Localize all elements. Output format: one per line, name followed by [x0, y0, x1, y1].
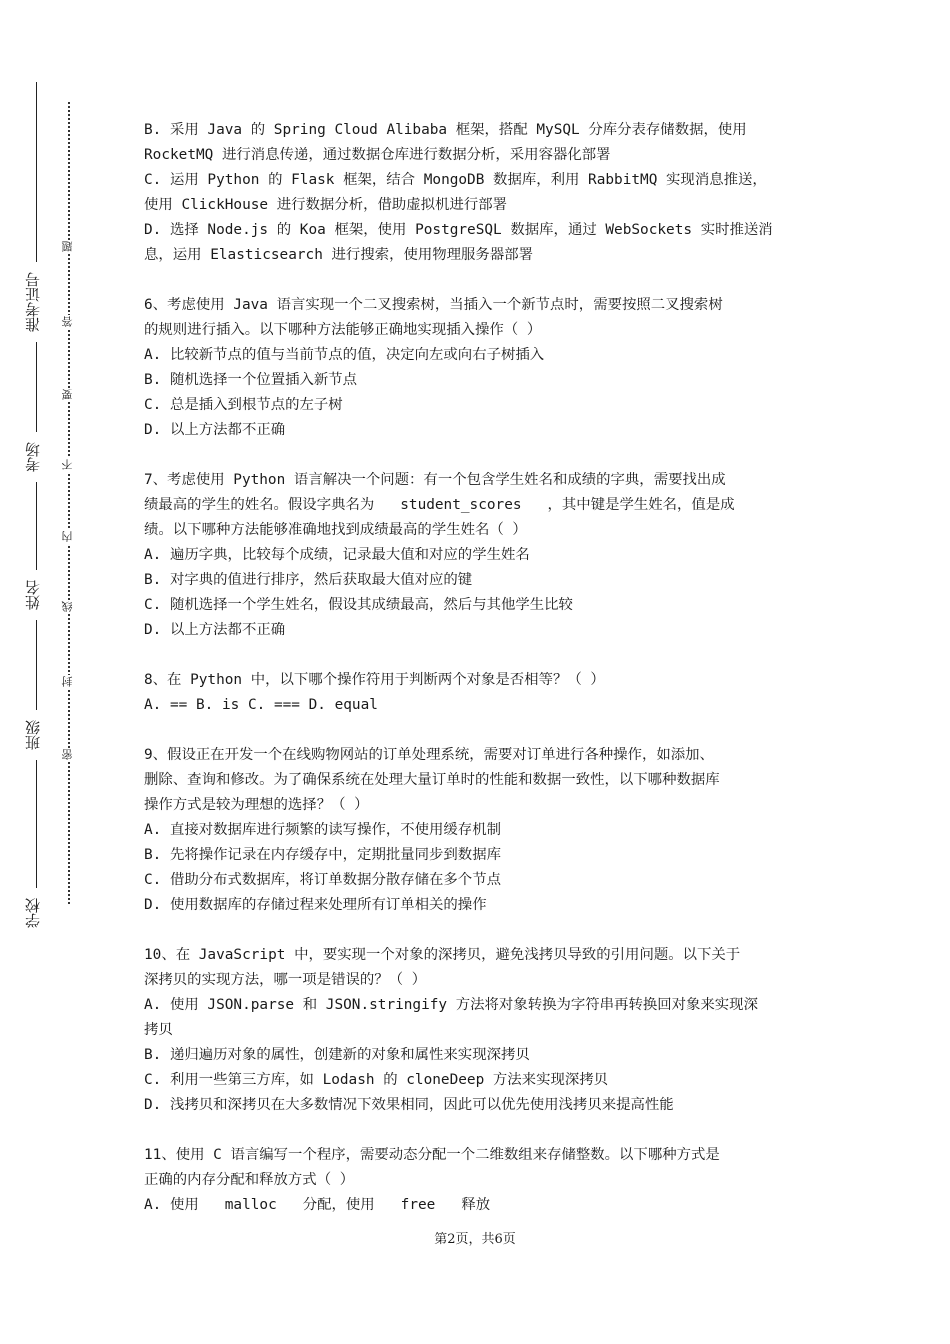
question-stem: 9、假设正在开发一个在线购物网站的订单处理系统，需要对订单进行各种操作，如添加、	[144, 747, 714, 763]
seal-char: 要	[61, 389, 74, 401]
seal-char: 题	[61, 241, 74, 253]
spacer	[144, 643, 814, 668]
spacer	[144, 1118, 814, 1143]
field-label-school: 学校	[24, 898, 42, 928]
option-b: B. 递归遍历对象的属性，创建新的对象和属性来实现深拷贝	[144, 1047, 530, 1063]
spacer	[144, 918, 814, 943]
page-number: 第2页，共6页	[434, 1232, 516, 1247]
seal-char: 答	[61, 316, 74, 328]
question-stem: 绩。以下哪种方法能够准确地找到成绩最高的学生姓名（ ）	[144, 522, 527, 538]
question-10	[144, 943, 814, 1118]
field-label-exam-number: 准考证号	[24, 272, 42, 332]
exam-content	[144, 118, 814, 1218]
option-d: D. 使用数据库的存储过程来处理所有订单相关的操作	[144, 897, 487, 913]
question-6	[144, 293, 814, 443]
seal-char: 不	[61, 459, 74, 471]
seal-char: 密	[61, 749, 74, 761]
field-line-school	[36, 760, 37, 888]
question-stem: 10、在 JavaScript 中，要实现一个对象的深拷贝，避免浅拷贝导致的引用问题。以下关于	[144, 947, 741, 963]
field-line-exam-room	[36, 342, 37, 432]
question-stem: 8、在 Python 中，以下哪个操作符用于判断两个对象是否相等？（ ）	[144, 672, 605, 688]
field-label-exam-room: 考场	[24, 442, 42, 472]
question-line: RocketMQ 进行消息传递，通过数据仓库进行数据分析，采用容器化部署	[144, 147, 611, 163]
question-8	[144, 668, 814, 718]
option-a: A. 使用 malloc 分配，使用 free 释放	[144, 1197, 491, 1213]
option-d: D. 浅拷贝和深拷贝在大多数情况下效果相同，因此可以优先使用浅拷贝来提高性能	[144, 1097, 674, 1113]
question-line: 使用 ClickHouse 进行数据分析，借助虚拟机进行部署	[144, 197, 507, 213]
option-c: C. 利用一些第三方库，如 Lodash 的 cloneDeep 方法来实现深拷贝	[144, 1072, 609, 1088]
field-line-class	[36, 620, 37, 710]
option-a-continued: 拷贝	[144, 1022, 173, 1038]
option-c: C. 随机选择一个学生姓名，假设其成绩最高，然后与其他学生比较	[144, 597, 573, 613]
option-d: D. 以上方法都不正确	[144, 422, 286, 438]
seal-dotted-line	[68, 102, 70, 904]
question-11	[144, 1143, 814, 1218]
spacer	[144, 718, 814, 743]
question-stem: 的规则进行插入。以下哪种方法能够正确地实现插入操作（ ）	[144, 322, 542, 338]
question-stem: 正确的内存分配和释放方式（ ）	[144, 1172, 355, 1188]
question-stem: 操作方式是较为理想的选择？（ ）	[144, 797, 369, 813]
question-options: A. == B. is C. === D. equal	[144, 697, 378, 713]
option-a: A. 直接对数据库进行频繁的读写操作，不使用缓存机制	[144, 822, 501, 838]
seal-char: 线	[61, 601, 74, 613]
option-a: A. 遍历字典，比较每个成绩，记录最大值和对应的学生姓名	[144, 547, 530, 563]
field-line-exam-number	[36, 82, 37, 262]
option-d: D. 以上方法都不正确	[144, 622, 286, 638]
question-line: D. 选择 Node.js 的 Koa 框架，使用 PostgreSQL 数据库，通过 WebSockets 实时推送消	[144, 222, 773, 238]
field-label-class: 班级	[24, 720, 42, 750]
spacer	[144, 443, 814, 468]
question-stem: 11、使用 C 语言编写一个程序，需要动态分配一个二维数组来存储整数。以下哪种方式是	[144, 1147, 720, 1163]
spacer	[144, 268, 814, 293]
option-b: B. 先将操作记录在内存缓存中，定期批量同步到数据库	[144, 847, 501, 863]
question-stem: 7、考虑使用 Python 语言解决一个问题：有一个包含学生姓名和成绩的字典，需要找出成	[144, 472, 726, 488]
option-c: C. 总是插入到根节点的左子树	[144, 397, 343, 413]
option-a: A. 比较新节点的值与当前节点的值，决定向左或向右子树插入	[144, 347, 545, 363]
seal-char: 内	[61, 531, 74, 543]
question-stem: 6、考虑使用 Java 语言实现一个二叉搜索树，当插入一个新节点时，需要按照二叉搜索树	[144, 297, 723, 313]
field-line-name	[36, 482, 37, 570]
seal-char: 封	[61, 676, 74, 688]
question-5-options	[144, 118, 814, 268]
question-line: C. 运用 Python 的 Flask 框架，结合 MongoDB 数据库，利用 RabbitMQ 实现消息推送，	[144, 172, 767, 188]
option-a: A. 使用 JSON.parse 和 JSON.stringify 方法将对象转换为字符串再转换回对象来实现深	[144, 997, 758, 1013]
question-stem: 绩最高的学生的姓名。假设字典名为 student_scores ，其中键是学生姓名，值是成	[144, 497, 735, 513]
question-line: B. 采用 Java 的 Spring Cloud Alibaba 框架，搭配 MySQL 分库分表存储数据，使用	[144, 122, 747, 138]
option-b: B. 随机选择一个位置插入新节点	[144, 372, 358, 388]
question-9	[144, 743, 814, 918]
binding-margin	[20, 0, 46, 1344]
question-stem: 深拷贝的实现方法，哪一项是错误的？（ ）	[144, 972, 427, 988]
question-line: 息，运用 Elasticsearch 进行搜索，使用物理服务器部署	[144, 247, 533, 263]
option-b: B. 对字典的值进行排序，然后获取最大值对应的键	[144, 572, 473, 588]
option-c: C. 借助分布式数据库，将订单数据分散存储在多个节点	[144, 872, 501, 888]
field-label-name: 姓名	[24, 580, 42, 610]
question-7	[144, 468, 814, 643]
question-stem: 删除、查询和修改。为了确保系统在处理大量订单时的性能和数据一致性，以下哪种数据库	[144, 772, 720, 788]
